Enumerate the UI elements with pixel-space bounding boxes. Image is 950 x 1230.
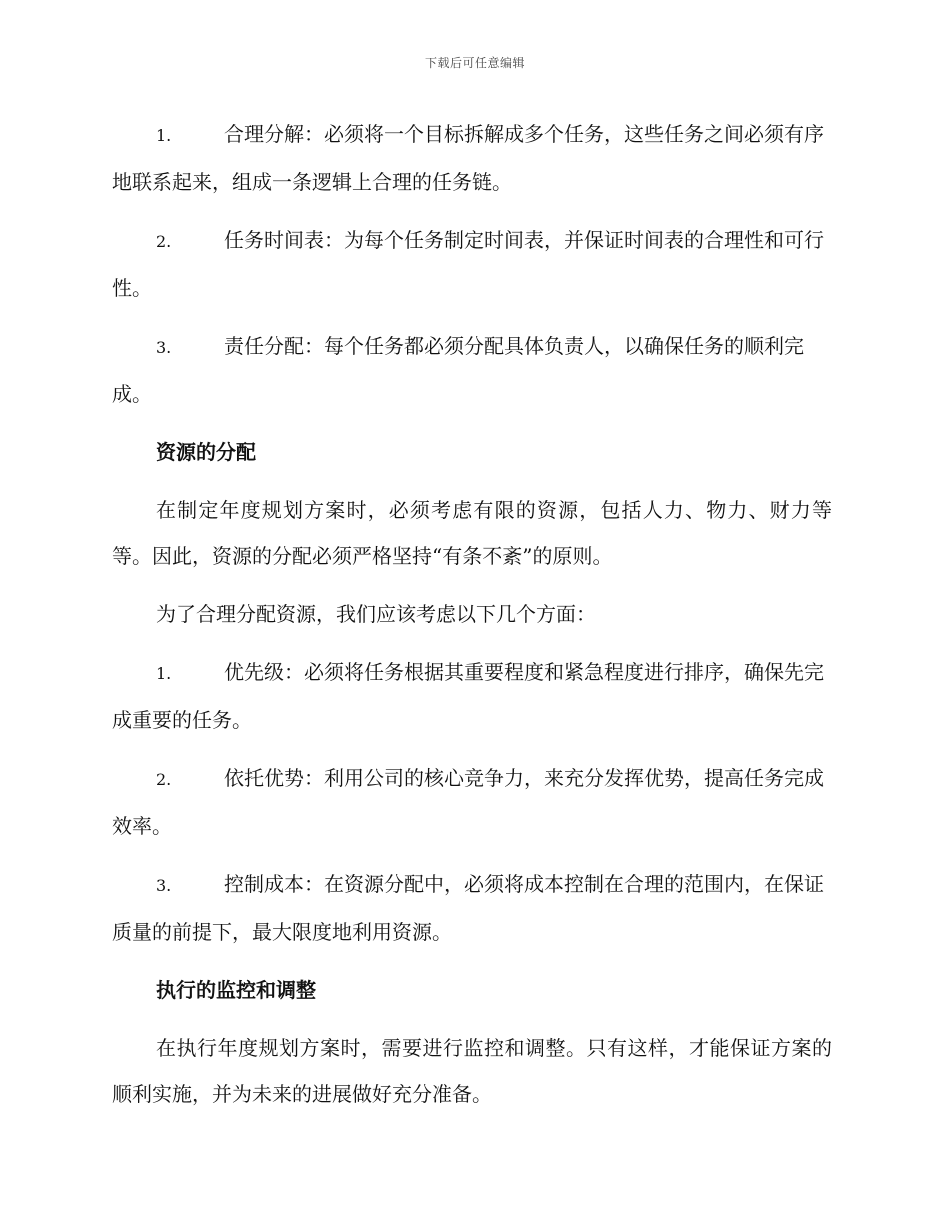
list-number: 2. <box>156 770 172 789</box>
page-header: 下载后可任意编辑 <box>424 56 525 70</box>
list-item <box>112 111 832 205</box>
list-number: 1. <box>156 126 172 145</box>
list-number: 3. <box>156 876 172 895</box>
list-item <box>112 217 832 311</box>
list-item <box>112 755 832 849</box>
paragraph-resources-intro: 在制定年度规划方案时，必须考虑有限的资源，包括人力、物力、财力等等。因此，资源的分配必须严格坚持“有条不紊”的原则。 <box>112 498 832 568</box>
list-text: 控制成本：在资源分配中，必须将成本控制在合理的范围内，在保证质量的前提下，最大限度地利用资源。 <box>112 872 824 944</box>
list-number: 1. <box>156 664 172 683</box>
list-text: 责任分配：每个任务都必须分配具体负责人，以确保任务的顺利完成。 <box>112 334 804 406</box>
list-text: 任务时间表：为每个任务制定时间表，并保证时间表的合理性和可行性。 <box>112 228 824 300</box>
paragraph-resources-aspects: 为了合理分配资源，我们应该考虑以下几个方面： <box>156 602 596 626</box>
list-number: 2. <box>156 232 172 251</box>
list-item <box>112 861 832 955</box>
list-item <box>112 649 832 743</box>
document-body <box>112 111 832 1129</box>
section-heading-resources: 资源的分配 <box>156 440 256 464</box>
list-text: 优先级：必须将任务根据其重要程度和紧急程度进行排序，确保先完成重要的任务。 <box>112 660 824 732</box>
list-text: 依托优势：利用公司的核心竞争力，来充分发挥优势，提高任务完成效率。 <box>112 766 824 838</box>
list-text: 合理分解：必须将一个目标拆解成多个任务，这些任务之间必须有序地联系起来，组成一条逻辑上合理的任务链。 <box>112 122 824 194</box>
paragraph-monitoring: 在执行年度规划方案时，需要进行监控和调整。只有这样，才能保证方案的顺利实施，并为未来的进展做好充分准备。 <box>112 1036 832 1106</box>
list-item <box>112 323 832 417</box>
section-heading-monitoring: 执行的监控和调整 <box>156 978 316 1002</box>
list-number: 3. <box>156 338 172 357</box>
